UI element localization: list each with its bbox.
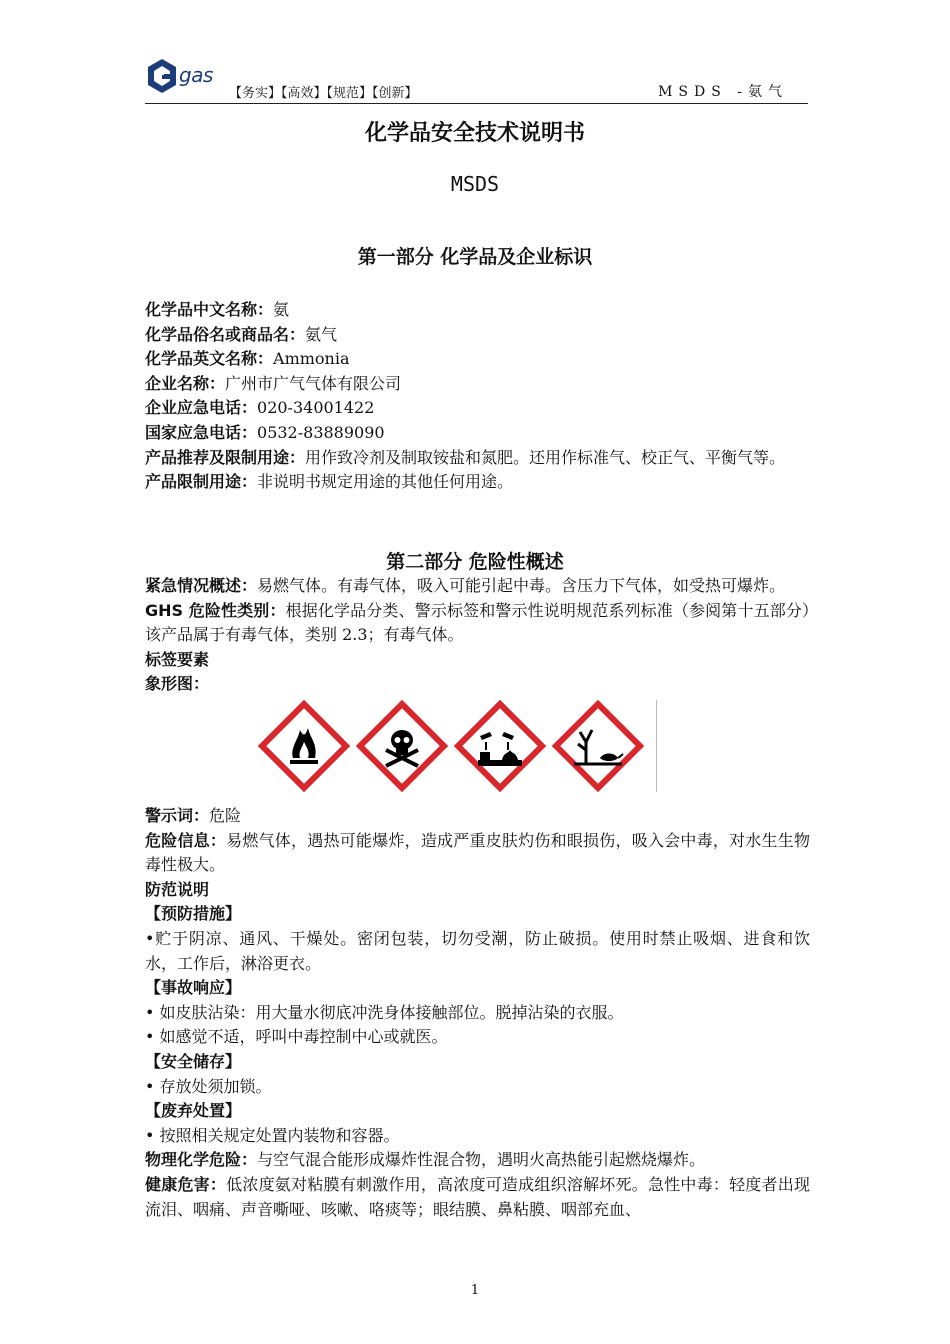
storage-heading: 【安全储存】	[145, 1051, 242, 1071]
field-company-phone: 企业应急电话：020-34001422	[145, 398, 375, 418]
part2-top	[145, 574, 810, 697]
field-company-name: 企业名称：广州市广气气体有限公司	[145, 373, 402, 393]
document-tag: MSDS -氨气	[658, 84, 788, 100]
prevention-item: •贮于阴凉、通风、干燥处。密闭包装，切勿受潮，防止破损。使用时禁止吸烟、进食和饮水，工作后，淋浴更衣。	[145, 928, 810, 973]
flame-icon	[262, 704, 346, 788]
pictogram-label: 象形图：	[145, 674, 210, 694]
health-hazard: 健康危害：低浓度氨对粘膜有刺激作用，高浓度可造成组织溶解坏死。急性中毒：轻度者出现流泪、咽痛、声音嘶哑、咳嗽、咯痰等；眼结膜、鼻粘膜、咽部充血、	[145, 1174, 810, 1219]
company-logo-icon	[145, 57, 179, 97]
pictogram-divider	[656, 700, 657, 792]
corrosion-icon	[458, 704, 542, 788]
part1-fields	[145, 298, 810, 495]
disposal-heading: 【废弃处置】	[145, 1101, 242, 1121]
field-national-phone: 国家应急电话：0532-83889090	[145, 422, 385, 442]
field-restricted-use: 产品限制用途：非说明书规定用途的其他任何用途。	[145, 472, 514, 492]
ghs-pictograms	[256, 700, 676, 792]
part2-title: 第二部分 危险性概述	[386, 551, 564, 573]
field-common-name: 化学品俗名或商品名：氨气	[145, 324, 338, 344]
disposal-item: • 按照相关规定处置内装物和容器。	[145, 1125, 400, 1145]
ghs-classification: GHS 危险性类别：根据化学品分类、警示标签和警示性说明规范系列标准（参阅第十五部分）该产品属于有毒气体，类别 2.3；有毒气体。	[145, 600, 810, 645]
page-header	[145, 55, 808, 104]
prevention-heading: 【预防措施】	[145, 904, 242, 924]
environment-icon	[556, 704, 640, 788]
company-motto: 【务实】【高效】【规范】【创新】	[229, 86, 418, 101]
response-heading: 【事故响应】	[145, 978, 242, 998]
document-subtitle: MSDS	[450, 172, 500, 196]
precaution-heading: 防范说明	[145, 879, 210, 899]
physchem-hazard: 物理化学危险：与空气混合能形成爆炸性混合物，遇明火高热能引起燃烧爆炸。	[145, 1150, 706, 1170]
emergency-overview: 紧急情况概述：易燃气体。有毒气体，吸入可能引起中毒。含压力下气体，如受热可爆炸。	[145, 576, 786, 595]
hazard-statement: 危险信息：易燃气体，遇热可能爆炸，造成严重皮肤灼伤和眼损伤，吸入会中毒，对水生生物毒性极大。	[145, 830, 810, 875]
document-title: 化学品安全技术说明书	[364, 121, 585, 146]
logo-text: gas	[179, 63, 213, 87]
field-english-name: 化学品英文名称：Ammonia	[145, 349, 350, 369]
response-item: • 如感觉不适，呼叫中毒控制中心或就医。	[145, 1027, 448, 1047]
label-elements-heading: 标签要素	[145, 649, 210, 669]
page-number: 1	[470, 1283, 480, 1298]
response-item: • 如皮肤沾染：用大量水彻底冲洗身体接触部位。脱掉沾染的衣服。	[145, 1002, 624, 1022]
skull-crossbones-icon	[360, 704, 444, 788]
part1-title: 第一部分 化学品及企业标识	[357, 246, 593, 268]
storage-item: • 存放处须加锁。	[145, 1076, 272, 1096]
signal-word: 警示词：危险	[145, 806, 242, 825]
part2-bottom	[145, 804, 810, 1222]
field-recommended-use: 产品推荐及限制用途：用作致冷剂及制取铵盐和氮肥。还用作标准气、校正气、平衡气等。	[145, 447, 786, 467]
field-chinese-name: 化学品中文名称：氨	[145, 300, 290, 319]
